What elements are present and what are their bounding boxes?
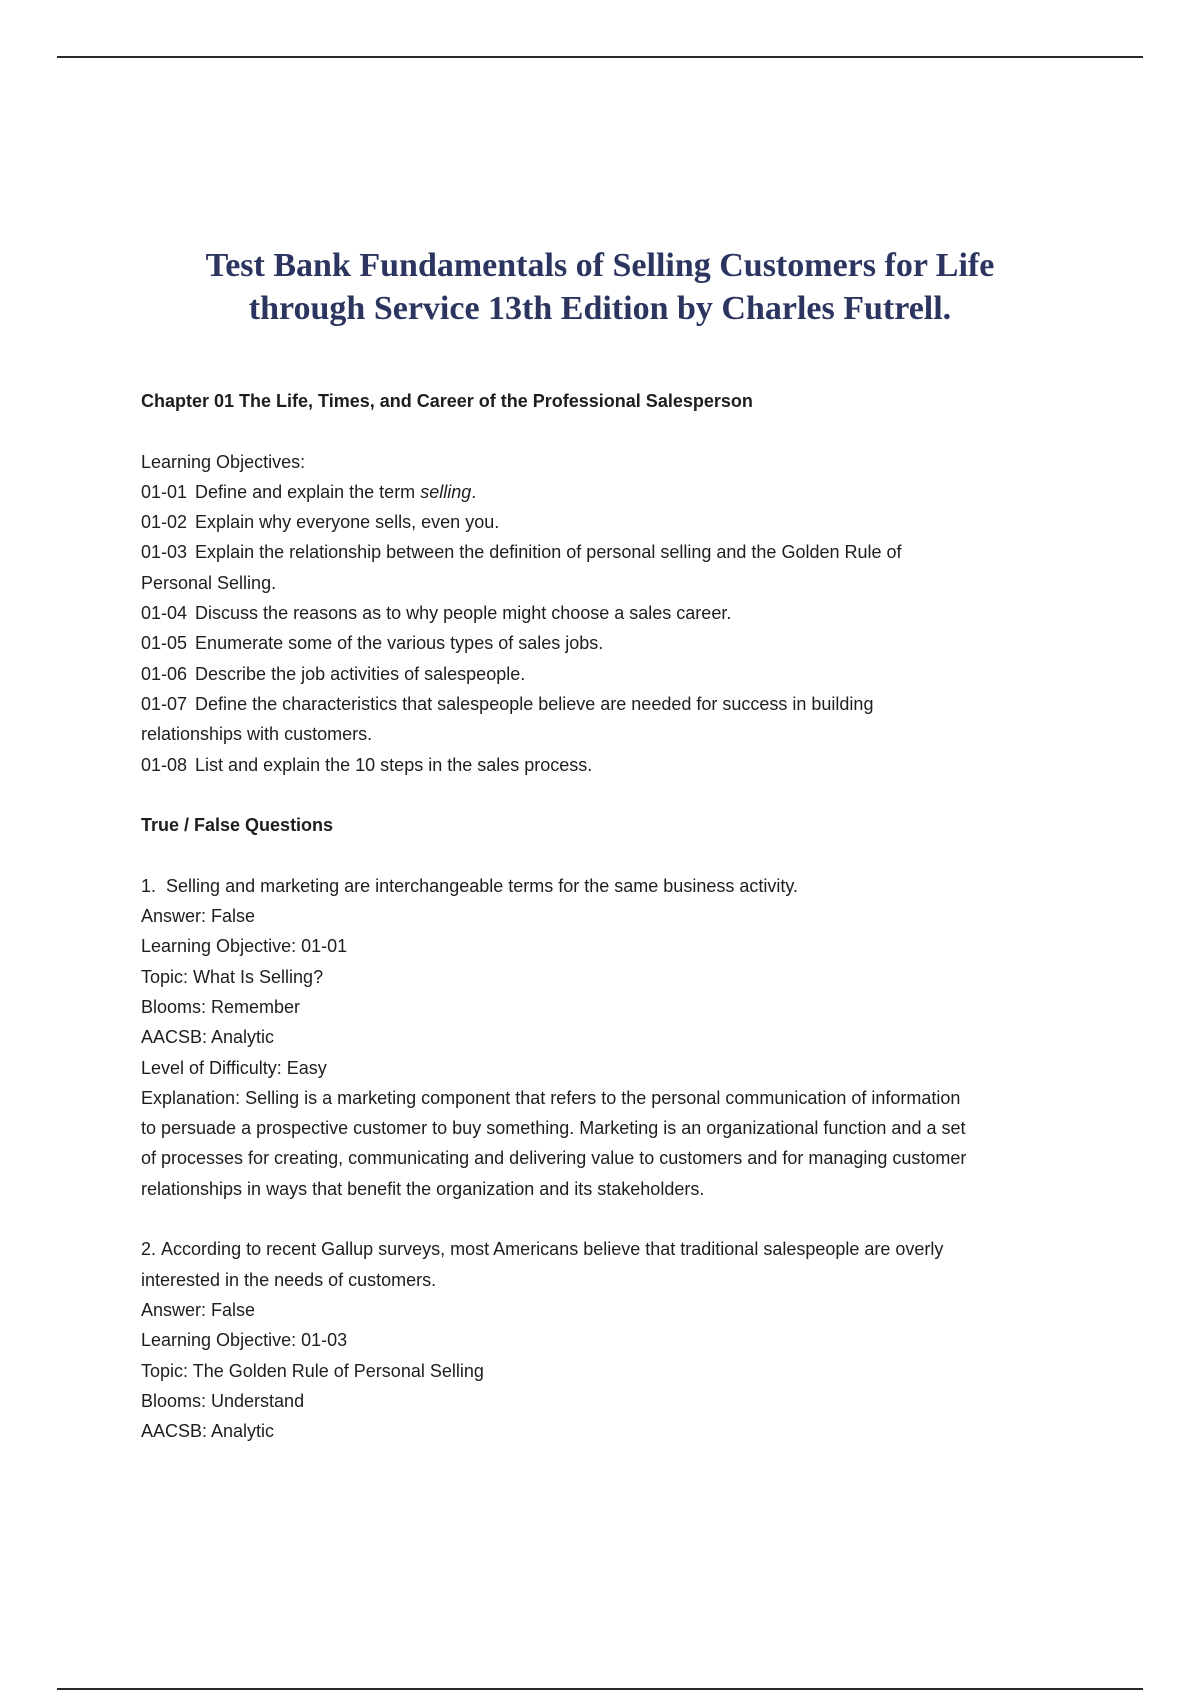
question-text (141, 1234, 1081, 1264)
objective-item (141, 537, 1081, 567)
question-topic: Topic: What Is Selling? (141, 966, 324, 987)
learning-objectives (141, 447, 1081, 780)
question-blooms: Blooms: Understand (141, 1390, 305, 1411)
objective-code: 01-07 (141, 693, 188, 714)
question-aacsb: AACSB: Analytic (141, 1027, 275, 1048)
objective-code: 01-01 (141, 481, 188, 502)
objective-code: 01-08 (141, 754, 188, 775)
chapter-heading: Chapter 01 The Life, Times, and Career of the Professional Salesperson (141, 391, 753, 411)
document-body (141, 386, 1081, 1446)
objective-text: Enumerate some of the various types of sales jobs. (195, 633, 604, 654)
question-explanation-line: Explanation: Selling is a marketing component that refers to the personal communication of information (141, 1087, 961, 1108)
question-statement: According to recent Gallup surveys, most Americans believe that traditional salespeople are overly (161, 1239, 944, 1260)
question-2 (141, 1234, 1081, 1446)
objective-text: Describe the job activities of salespeople. (195, 663, 526, 684)
objective-code: 01-03 (141, 542, 188, 563)
question-number: 2. (141, 1239, 157, 1260)
objective-item (141, 689, 1081, 719)
objective-continuation: relationships with customers. (141, 724, 373, 745)
question-text (141, 871, 1081, 901)
question-number: 1. (141, 875, 157, 896)
question-answer: Answer: False (141, 1299, 256, 1320)
title-line-1: Test Bank Fundamentals of Selling Customers for Life (205, 247, 995, 284)
learning-objectives-heading: Learning Objectives: (141, 451, 306, 472)
objective-text: Discuss the reasons as to why people might choose a sales career. (195, 603, 732, 624)
objective-text: List and explain the 10 steps in the sales process. (195, 754, 593, 775)
objective-italic-term: selling (420, 481, 472, 502)
document-title (100, 244, 1100, 330)
question-text-continuation: interested in the needs of customers. (141, 1269, 437, 1290)
question-explanation-line: relationships in ways that benefit the organization and its stakeholders. (141, 1178, 705, 1199)
question-explanation-line: of processes for creating, communicating and delivering value to customers and for managing customer (141, 1148, 967, 1169)
question-objective: Learning Objective: 01-03 (141, 1330, 348, 1351)
true-false-heading: True / False Questions (141, 815, 334, 836)
question-difficulty: Level of Difficulty: Easy (141, 1057, 327, 1078)
question-objective: Learning Objective: 01-01 (141, 936, 348, 957)
objective-code: 01-04 (141, 603, 188, 624)
question-aacsb: AACSB: Analytic (141, 1421, 275, 1442)
question-1 (141, 871, 1081, 1204)
top-rule (57, 56, 1143, 58)
objective-continuation: Personal Selling. (141, 572, 277, 593)
objective-item (141, 507, 1081, 537)
objective-code: 01-06 (141, 663, 188, 684)
question-statement: Selling and marketing are interchangeable terms for the same business activity. (166, 875, 799, 896)
question-blooms: Blooms: Remember (141, 996, 301, 1017)
objective-text: Define and explain the term selling. (195, 481, 477, 502)
objective-item (141, 750, 1081, 780)
objective-text: Explain why everyone sells, even you. (195, 512, 500, 533)
objective-item (141, 477, 1081, 507)
objective-code: 01-02 (141, 512, 188, 533)
objective-item (141, 659, 1081, 689)
question-explanation-line: to persuade a prospective customer to buy something. Marketing is an organizational function and a set (141, 1118, 966, 1139)
objective-item (141, 598, 1081, 628)
bottom-rule (57, 1688, 1143, 1690)
objective-item (141, 628, 1081, 658)
question-topic: Topic: The Golden Rule of Personal Selling (141, 1360, 484, 1381)
objective-code: 01-05 (141, 633, 188, 654)
objective-text: Explain the relationship between the definition of personal selling and the Golden Rule of (195, 542, 902, 563)
title-line-2: through Service 13th Edition by Charles Futrell. (248, 290, 952, 327)
question-answer: Answer: False (141, 906, 256, 927)
objective-text: Define the characteristics that salespeople believe are needed for success in building (195, 693, 874, 714)
